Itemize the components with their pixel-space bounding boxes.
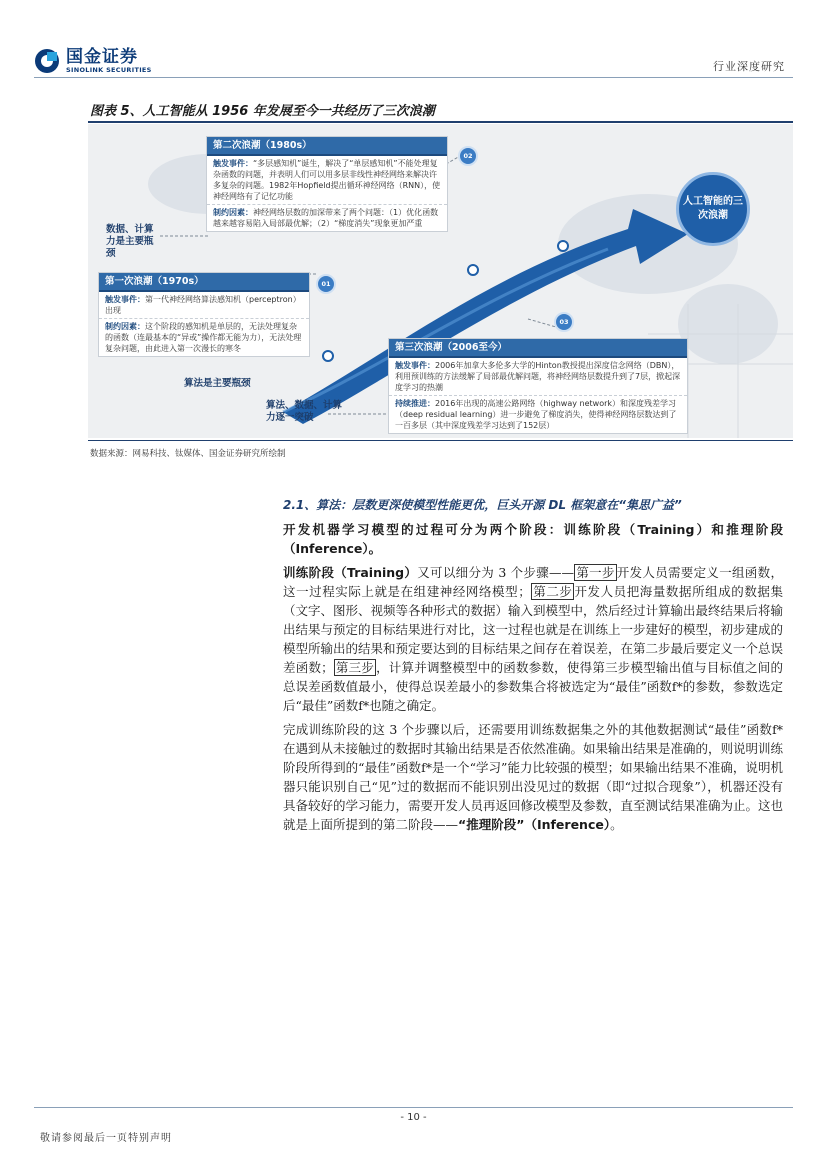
wave-number-03: 03: [554, 312, 574, 332]
footer-divider: [34, 1107, 793, 1108]
wave1-title: 第一次浪潮（1970s）: [99, 273, 309, 292]
wave3-trigger: 触发事件：2006年加拿大多伦多大学的Hinton教授提出深度信念网络（DBN），利用预训练的方法缓解了局部最优解问题，将神经网络层数提升到了7层，掀起深度学习的热潮: [389, 358, 687, 396]
wave2-trigger: 触发事件：“多层感知机”诞生，解决了“单层感知机”不能处理复杂函数的问题，并表明人们可以用多层非线性神经网络来解决许多复杂的问题。1982年Hopfield提出循环神经网络（RNN），使神经网络有了记忆功能: [207, 156, 447, 205]
section-heading: 2.1、算法：层数更深使模型性能更优，巨头开源 DL 框架意在“集思广益”: [283, 498, 682, 512]
logo-name-en: SINOLINK SECURITIES: [66, 66, 152, 74]
wave1-limit: 制约因素：这个阶段的感知机是单层的，无法处理复杂的函数（连最基本的“异或”操作都无能为力），无法处理复杂问题，由此进入第一次漫长的寒冬: [105, 322, 302, 353]
step3-box: 第三步: [335, 660, 375, 675]
wave3-breakthrough-label: 算法、数据、计算力逐一突破: [266, 400, 343, 423]
figure-bottom-rule: [88, 440, 793, 441]
figure-title: 图表 5、人工智能从 1956 年发展至今一共经历了三次浪潮: [90, 104, 435, 119]
figure-top-rule: [88, 121, 793, 123]
training-paragraph: 训练阶段（Training）又可以细分为 3 个步骤—— 第一步 开发人员需要定义一组函数，这一过程实际上就是在组建神经网络模型； 第二步 开发人员把海量数据所组成的数据集（文字、图形、视频等各种形式的数据）输入到模型中，然后经过计算输出最终结果后将输出结果与预定的目标结果进行对比，这一过程也就是在训练上一步建好的模型，初步建成的模型所输出的结果和预定要达到的目标结果之间存在着误差，在第二步最后要定义一个总误差函数； 第三步 ，计算并调整模型中的函数参数，使得第三步模型输出值与目标值之间的总误差函数值最小，使得总误差最小的参数集合将被选定为“最佳”函数f*的参数，参数选定后“最佳”函数f*也随之确定。: [283, 565, 784, 713]
wave1-box: [98, 272, 310, 357]
step1-box: 第一步: [576, 565, 615, 580]
wave3-sustain: 持续推进：2016年出现的高速公路网络（highway network）和深度残差学习（deep residual learning）进一步避免了梯度消失，使得神经网络层数达到了一百多层（其中深度残差学习达到了152层）: [395, 399, 677, 430]
wave1-trigger: 触发事件：第一代神经网络算法感知机（perceptron）出现: [99, 292, 309, 319]
wave3-title: 第三次浪潮（2006至今）: [389, 339, 687, 358]
wave2-box: [206, 136, 448, 232]
company-logo: [34, 48, 152, 74]
figure-source: 数据来源：网易科技、钛媒体、国金证券研究所绘制: [90, 449, 286, 459]
page-number: - 10 -: [400, 1112, 427, 1123]
report-type: 行业深度研究: [713, 60, 785, 73]
step2-box: 第二步: [532, 584, 573, 599]
wave2-title: 第二次浪潮（1980s）: [207, 137, 447, 156]
wave2-limit: 制约因素：神经网络层数的加深带来了两个问题：（1）优化函数越来越容易陷入局部最优解；（2）“梯度消失”现象更加严重: [213, 208, 439, 228]
inference-paragraph: 完成训练阶段的这 3 个步骤以后，还需要用训练数据集之外的其他数据测试“最佳”函数f*在遇到从未接触过的数据时其输出结果是否依然准确。如果输出结果是准确的，则说明训练阶段所得到的“最佳”函数f*是一个“学习”能力比较强的模型；如果输出结果不准确，说明机器只能识别自己“见”过的数据而不能识别出没见过的数据（即“过拟合现象”），机器还没有具备较好的学习能力，需要开发人员再返回修改模型及参数，直至测试结果准确为止。这也就是上面所提到的第二阶段——“推理阶段”（Inference）。: [283, 722, 784, 832]
wave3-box: [388, 338, 688, 434]
wave-number-02: 02: [458, 146, 478, 166]
header-divider: [34, 77, 793, 78]
disclaimer-note: 敬请参阅最后一页特别声明: [40, 1133, 172, 1144]
lead-paragraph: [283, 520, 783, 558]
ai-waves-figure: [88, 124, 793, 438]
logo-name-cn: 国金证券: [66, 47, 138, 67]
three-waves-target: 人工智能的三次浪潮: [676, 172, 750, 246]
wave-number-01: 01: [316, 274, 336, 294]
logo-icon: [34, 48, 60, 74]
lead-text: 开发机器学习模型的过程可分为两个阶段：训练阶段（Training）和推理阶段（Inference）。: [283, 522, 783, 556]
wave1-bottleneck-label: 算法是主要瓶颈: [184, 378, 251, 389]
wave2-bottleneck-label: 数据、计算力是主要瓶颈: [106, 224, 154, 259]
